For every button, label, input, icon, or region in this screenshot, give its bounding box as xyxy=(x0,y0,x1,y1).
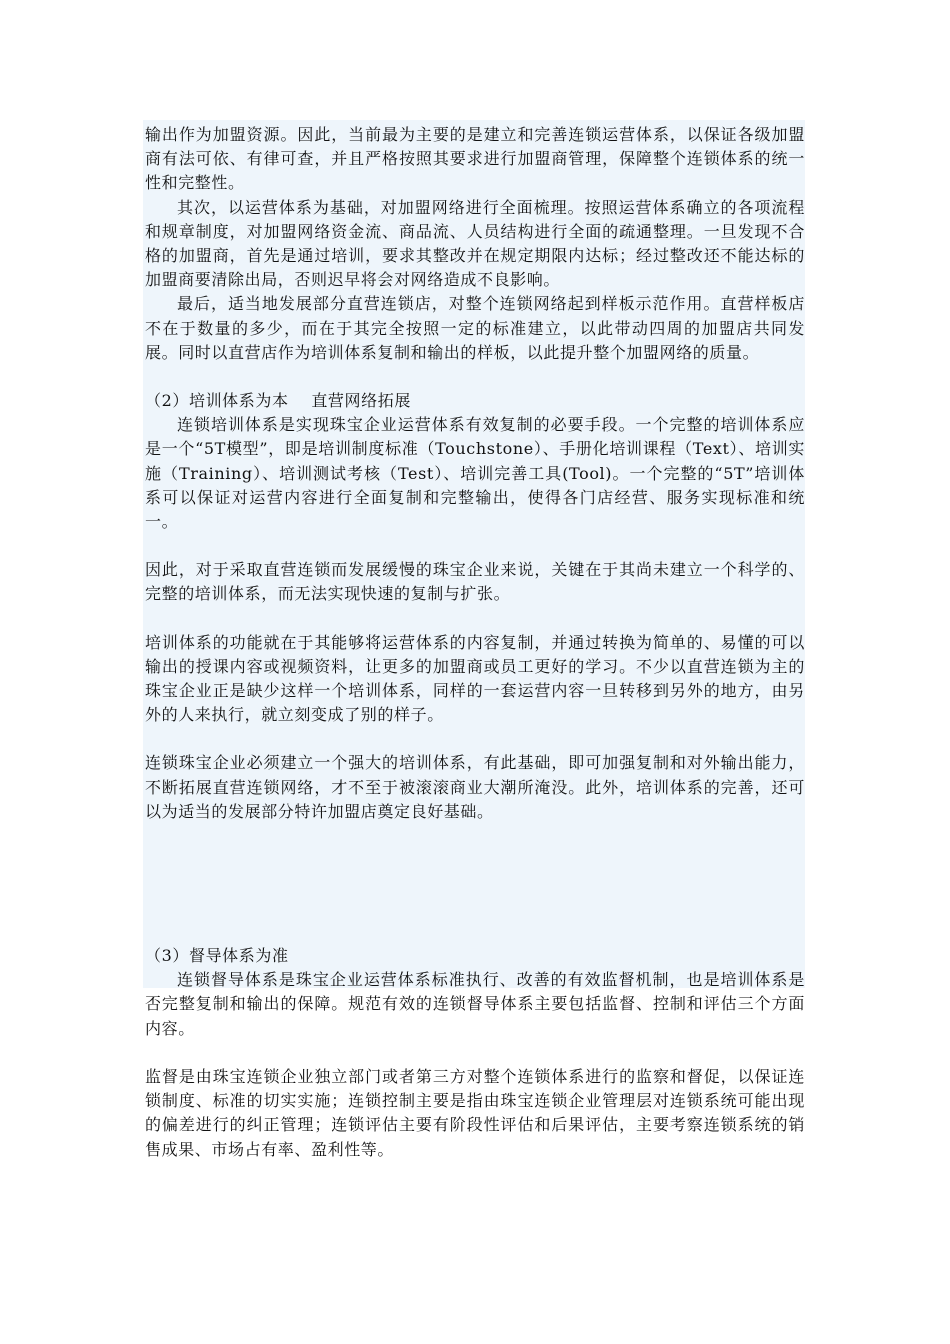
paragraph-intro: 输出作为加盟资源。因此，当前最为主要的是建立和完善连锁运营体系，以保证各级加盟商有法可依、有律可查，并且严格按照其要求进行加盟商管理，保障整个连锁体系的统一性和完整性。 xyxy=(145,125,805,193)
section-heading-supervision: （3）督导体系为准 xyxy=(145,946,289,966)
paragraph-training-2: 因此，对于采取直营连锁而发展缓慢的珠宝企业来说，关键在于其尚未建立一个科学的、完整的培训体系，而无法实现快速的复制与扩张。 xyxy=(145,560,805,604)
paragraph-supervision-1: 连锁督导体系是珠宝企业运营体系标准执行、改善的有效监督机制，也是培训体系是否完整复制和输出的保障。规范有效的连锁督导体系主要包括监督、控制和评估三个方面内容。 xyxy=(145,970,805,1038)
spacer xyxy=(145,534,805,558)
spacer xyxy=(145,607,805,631)
paragraph-last: 最后，适当地发展部分直营连锁店，对整个连锁网络起到样板示范作用。直营样板店不在于数量的多少，而在于其完全按照一定的标准建立，以此带动四周的加盟店共同发展。同时以直营店作为培训体系复制和输出的样板，以此提升整个加盟网络的质量。 xyxy=(145,294,805,362)
spacer xyxy=(145,824,805,944)
paragraph-training-4: 连锁珠宝企业必须建立一个强大的培训体系，有此基础，即可加强复制和对外输出能力，不断拓展直营连锁网络，才不至于被滚滚商业大潮所淹没。此外，培训体系的完善，还可以为适当的发展部分特许加盟店奠定良好基础。 xyxy=(145,753,805,821)
paragraph-supervision-2: 监督是由珠宝连锁企业独立部门或者第三方对整个连锁体系进行的监察和督促，以保证连锁制度、标准的切实实施；连锁控制主要是指由珠宝连锁企业管理层对连锁系统可能出现的偏差进行的纠正管理；连锁评估主要有阶段性评估和后果评估，主要考察连锁系统的销售成果、市场占有率、盈利性等。 xyxy=(145,1066,805,1159)
document-body xyxy=(145,123,805,1162)
paragraph-training-1: 连锁培训体系是实现珠宝企业运营体系有效复制的必要手段。一个完整的培训体系应是一个“5T模型”，即是培训制度标准（Touchstone）、手册化培训课程（Text）、培训实施（Training）、培训测试考核（Test）、培训完善工具(Tool)。一个完整的“5T”培训体系可以保证对运营内容进行全面复制和完整输出，使得各门店经营、服务实现标准和统一。 xyxy=(145,415,805,532)
paragraph-training-3: 培训体系的功能就在于其能够将运营体系的内容复制，并通过转换为简单的、易懂的可以输出的授课内容或视频资料，让更多的加盟商或员工更好的学习。不少以直营连锁为主的珠宝企业正是缺少这样一个培训体系，同样的一套运营内容一旦转移到另外的地方，由另外的人来执行，就立刻变成了别的样子。 xyxy=(145,632,805,725)
spacer xyxy=(145,1041,805,1065)
section-heading-training: （2）培训体系为本 直营网络拓展 xyxy=(145,391,411,411)
spacer xyxy=(145,727,805,751)
spacer xyxy=(145,365,805,389)
paragraph-second: 其次，以运营体系为基础，对加盟网络进行全面梳理。按照运营体系确立的各项流程和规章制度，对加盟网络资金流、商品流、人员结构进行全面的疏通整理。一旦发现不合格的加盟商，首先是通过培训，要求其整改并在规定期限内达标；经过整改还不能达标的加盟商要清除出局，否则迟早将会对网络造成不良影响。 xyxy=(145,197,805,290)
